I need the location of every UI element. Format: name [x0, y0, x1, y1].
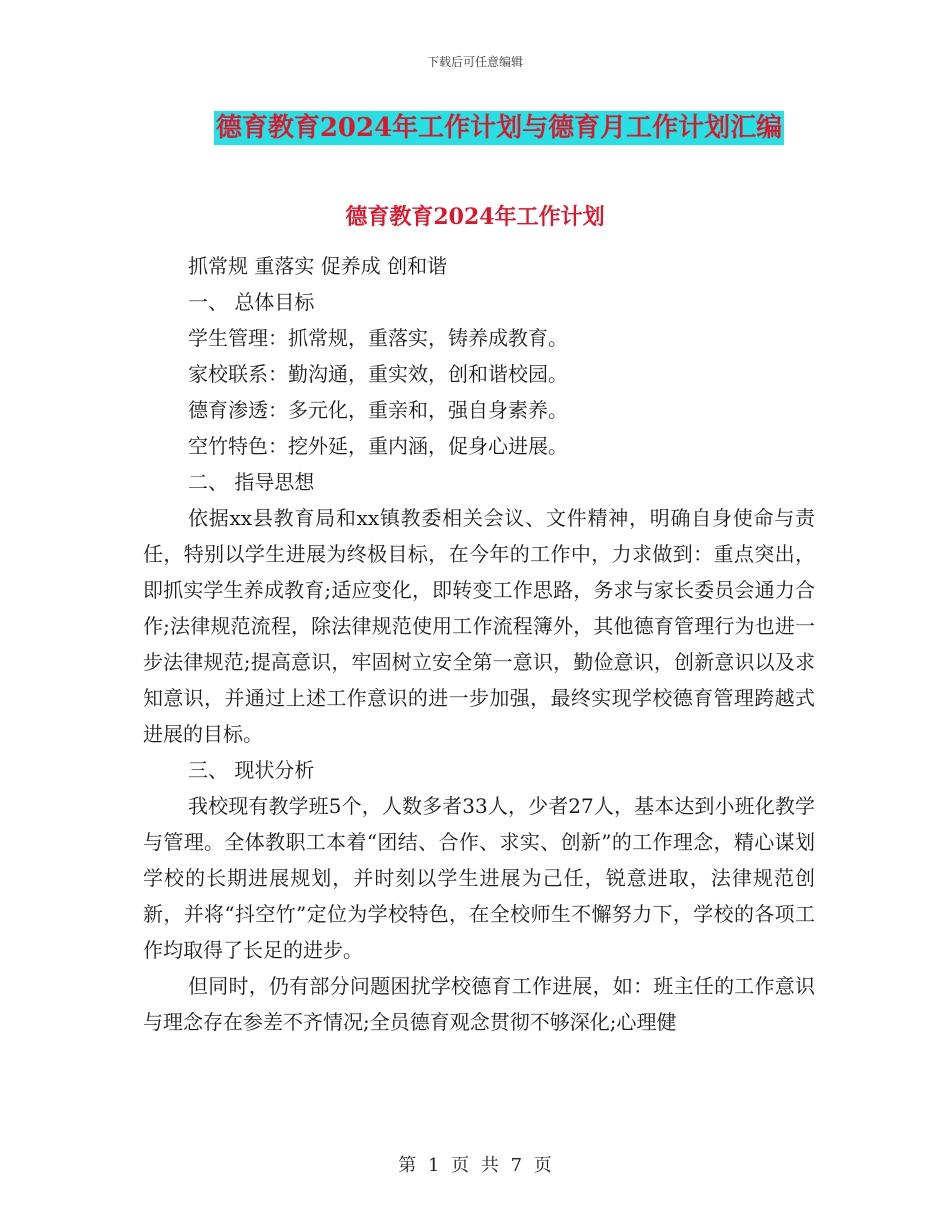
section-heading-1: 一、 总体目标	[188, 290, 315, 314]
section-heading-2: 二、 指导思想	[188, 470, 315, 494]
section-heading-3: 三、 现状分析	[188, 758, 315, 782]
goal-line: 学生管理：抓常规，重落实，铸养成教育。	[188, 326, 568, 350]
sub-title: 德育教育2024年工作计划	[345, 204, 605, 230]
page-footer: 第 1 页 共 7 页	[398, 1155, 552, 1176]
slogan-line: 抓常规 重落实 促养成 创和谐	[188, 254, 448, 278]
guide-paragraph: 依据xx县教育局和xx镇教委相关会议、文件精神，明确自身使命与责任，特别以学生进展为终极目标，在今年的工作中，力求做到：重点突出，即抓实学生养成教育;适应变化，即转变工作思路，务求与家长委员会通力合作;法律规范流程，除法律规范使用工作流程簿外，其他德育管理行为也进一步法律规范;提高意识，牢固树立安全第一意识，勤俭意识，创新意识以及求知意识，并通过上述工作意识的进一步加强，最终实现学校德育管理跨越式进展的目标。	[143, 506, 815, 746]
page-header-note: 下载后可任意编辑	[426, 55, 523, 69]
main-title-container	[0, 111, 950, 145]
main-title: 德育教育2024年工作计划与德育月工作计划汇编	[215, 113, 783, 143]
goal-line: 空竹特色：挖外延，重内涵，促身心进展。	[188, 434, 568, 458]
document-body	[143, 248, 815, 1040]
goal-line: 德育渗透：多元化，重亲和，强自身素养。	[188, 398, 568, 422]
status-paragraph: 我校现有教学班5个，人数多者33人，少者27人，基本达到小班化教学与管理。全体教职工本着“团结、合作、求实、创新”的工作理念，精心谋划学校的长期进展规划，并时刻以学生进展为己任，锐意进取，法律规范创新，并将“抖空竹”定位为学校特色，在全校师生不懈努力下，学校的各项工作均取得了长足的进步。	[143, 794, 815, 962]
status-paragraph: 但同时，仍有部分问题困扰学校德育工作进展，如：班主任的工作意识与理念存在参差不齐情况;全员德育观念贯彻不够深化;心理健	[143, 974, 815, 1034]
goal-line: 家校联系：勤沟通，重实效，创和谐校园。	[188, 362, 568, 386]
